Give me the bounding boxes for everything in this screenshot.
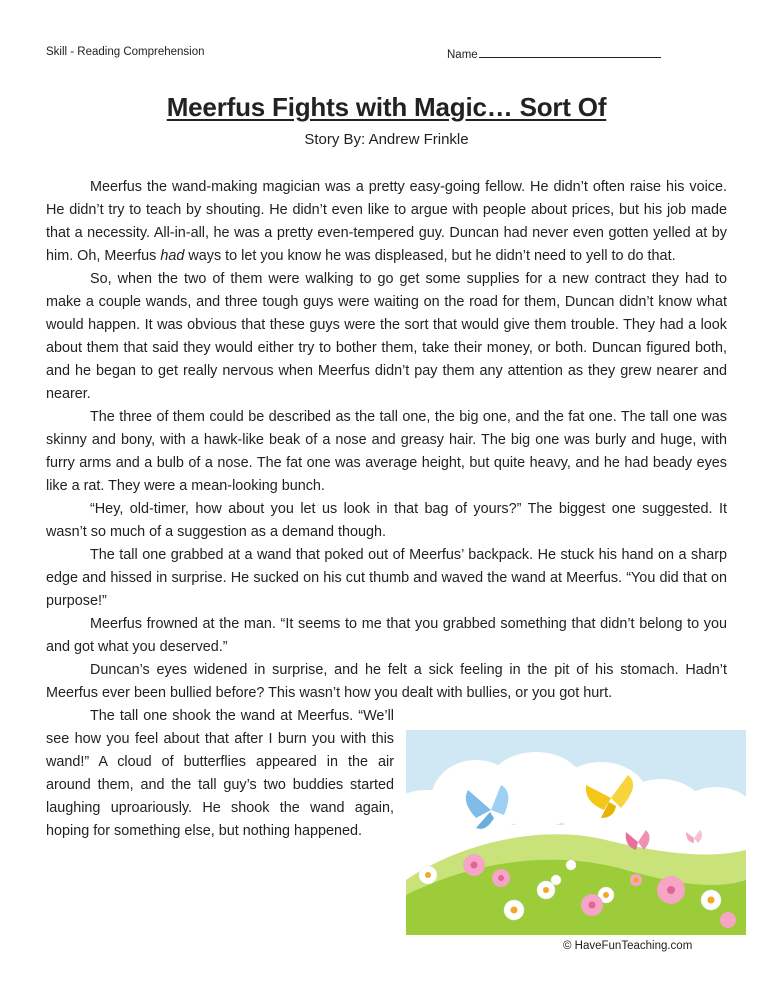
paragraph-7: Duncan’s eyes widened in surprise, and he felt a sick feeling in the pit of his stomach. Hadn’t Meerfus ever been bullied before? This wasn’t how you dealt with bullies, or you got hurt. (46, 662, 727, 701)
paragraph-6: Meerfus frowned at the man. “It seems to me that you grabbed something that didn’t belong to you and got what you deserved.” (46, 616, 727, 655)
paragraph-5: The tall one grabbed at a wand that poked out of Meerfus’ backpack. He stuck his hand on a sharp edge and hissed in surprise. He sucked on his cut thumb and waved the wand at Meerfus. “You did that on purpose!” (46, 547, 727, 609)
paragraph-8: The tall one shook the wand at Meerfus. “We’ll see how you feel about that after I burn you with this wand!” A cloud of butterflies appeared in the air around them, and the tall guy’s two buddies started laughing uproariously. He shook the wand again, hoping for something else, but nothing happened. (46, 708, 394, 839)
paragraph-2: So, when the two of them were walking to go get some supplies for a new contract they had to make a couple wands, and three tough guys were waiting on the road for them, Duncan didn’t know what would happen. It was obvious that these guys were the sort that would give them trouble. They had a look about them that said they would either try to bother them, take their money, or both. Duncan figured both, and he began to get really nervous when Meerfus didn’t pay them any attention as they grew nearer and nearer. (46, 271, 727, 402)
name-field[interactable] (447, 46, 661, 61)
story-byline: Story By: Andrew Frinkle (304, 131, 469, 148)
paragraph-1: Meerfus the wand-making magician was a pretty easy-going fellow. He didn’t often raise his voice. He didn’t try to teach by shouting. He didn’t even like to argue with people about prices, but his job made that a necessity. All-in-all, he was a pretty even-tempered guy. Duncan had never even gotten yelled at by him. Oh, Meerfus had ways to let you know he was displeased, but he didn’t need to yell to do that. (46, 179, 727, 264)
story-title: Meerfus Fights with Magic… Sort Of (166, 92, 607, 122)
skill-label: Skill - Reading Comprehension (46, 46, 205, 58)
copyright: © HaveFunTeaching.com (563, 940, 693, 952)
butterfly-meadow-illustration (406, 730, 746, 935)
name-label: Name (447, 49, 478, 61)
paragraph-3: The three of them could be described as the tall one, the big one, and the fat one. The tall one was skinny and bony, with a hawk-like beak of a nose and greasy hair. The big one was burly and huge, with furry arms and a bulb of a nose. The fat one was average height, but quite heavy, and he had beady eyes like a rat. They were a mean-looking bunch. (46, 409, 727, 494)
name-line[interactable] (479, 46, 661, 58)
paragraph-4: “Hey, old-timer, how about you let us look in that bag of yours?” The biggest one suggested. It wasn’t so much of a suggestion as a demand though. (46, 501, 727, 540)
